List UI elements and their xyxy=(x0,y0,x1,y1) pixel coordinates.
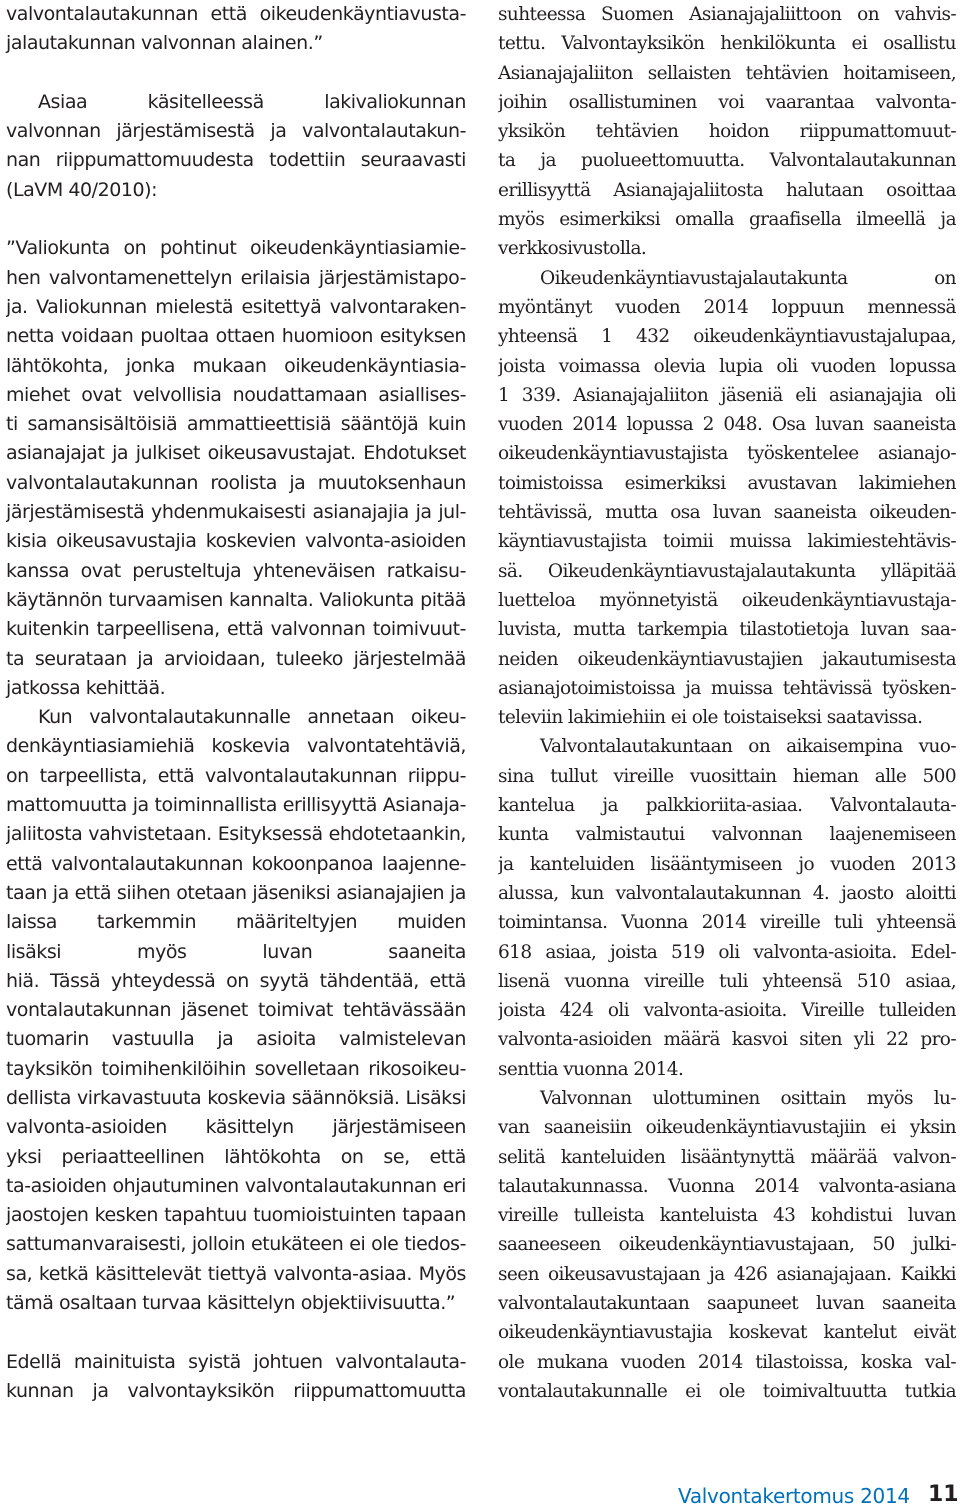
text-line: valvontalautakunnan että oikeudenkäyntiavusta- xyxy=(6,3,466,25)
quote-line: valvontalautakunnan roolista ja muutoksenhaun xyxy=(6,471,466,494)
text-line: kunnan ja valvontayksikön riippumattomuutta xyxy=(6,1379,466,1402)
quote-line: lähtökohta, jonka mukaan oikeudenkäyntiasia- xyxy=(6,354,466,377)
quote-line: hen valvontamenettelyn erilaisia järjestämistapo- xyxy=(6,266,466,289)
quote-line: jatkossa kehittää. xyxy=(6,676,166,699)
quote-line: kuitenkin tarpeellisena, että valvonnan toimivuut- xyxy=(6,618,466,641)
text-line: neiden oikeudenkäyntiavustajien jakautumisesta xyxy=(498,648,956,670)
text-line: jalautakunnan valvonnan alainen.” xyxy=(6,32,323,55)
text-line: luvista, mutta tarkempia tilastotietoja luvan saa- xyxy=(498,619,956,641)
text-line: joihin osallistuminen voi vaarantaa valvonta- xyxy=(498,91,956,113)
quote-line: lisäksi myös luvan saaneita xyxy=(6,940,466,963)
left-column xyxy=(6,0,466,1406)
quote-line: yksi periaatteellinen lähtökohta on se, että xyxy=(6,1145,466,1168)
quote-line: vontalautakunnan jäsenet toimivat tehtävässään xyxy=(6,999,466,1022)
quote-line: tayksikön toimihenkilöihin sovelletaan rikosoikeu- xyxy=(6,1057,466,1080)
quote-line: taan ja että siihen otetaan jäseniksi asianajajien ja xyxy=(6,881,466,904)
text-line: 618 asiaa, joista 519 oli valvonta-asioita. Edel- xyxy=(498,941,956,963)
quote-line: mattomuutta ja toiminnallista erillisyyttä Asianaja- xyxy=(6,794,466,817)
text-line: vireille tulleista kanteluista 43 kohdistui luvan xyxy=(498,1205,956,1227)
text-line: Asiaa käsitelleessä lakivaliokunnan xyxy=(38,90,466,113)
quote-line: ja. Valiokunnan mielestä esitettyä valvontaraken- xyxy=(6,295,466,318)
page-number: 11 xyxy=(928,1482,959,1507)
text-line: sä. Oikeudenkäyntiavustajalautakunta ylläpitää xyxy=(498,560,956,582)
quote-line: tuomarin vastuulla ja asioita valmistelevan xyxy=(6,1028,466,1051)
text-line: valvonnan järjestämisestä ja valvontalautakun- xyxy=(6,120,466,143)
text-line: nan riippumattomuudesta todettiin seuraavasti xyxy=(6,149,466,172)
text-line: luetteloa myönnetyistä oikeudenkäyntiavustaja- xyxy=(498,589,956,611)
quote-line: valvonta-asioiden käsittelyn järjestämiseen xyxy=(6,1116,466,1139)
quote-line: sattumanvaraisesti, jolloin etukäteen ei ole tiedos- xyxy=(6,1233,466,1256)
quote-line: ti samansisältöisiä ammattieettisiä sääntöjä kuin xyxy=(6,413,466,436)
text-line: (LaVM 40/2010): xyxy=(6,178,158,201)
text-line: myös esimerkiksi omalla graafisella ilmeellä ja xyxy=(498,209,956,231)
quote-line: dellista virkavastuuta koskevia säännöksiä. Lisäksi xyxy=(6,1086,466,1109)
quote-line: asianajajat ja julkiset oikeusavustajat. Ehdotukset xyxy=(6,442,466,465)
quote-line: kanssa ovat perusteltuja yhteneväisen ratkaisu- xyxy=(6,559,466,582)
text-line: Oikeudenkäyntiavustajalautakunta on xyxy=(540,267,956,289)
text-line: vontalautakunnalle ei ole toimivaltuutta tutkia xyxy=(498,1380,956,1402)
text-line: yksikön tehtävien hoidon riippumattomuut- xyxy=(498,121,956,143)
text-line: saaneeseen oikeudenkäyntiavustajaan, 50 julki- xyxy=(498,1234,956,1256)
quote-line: denkäyntiasiamiehiä koskevia valvontatehtäviä, xyxy=(6,735,466,758)
right-column xyxy=(498,0,956,1406)
text-line: asianajotoimistoissa ja muissa tehtävissä työsken- xyxy=(498,677,956,699)
quote-line: järjestämisestä yhdenmukaisesti asianajajia ja jul- xyxy=(6,501,466,524)
text-line: valvontalautakuntaan saapuneet luvan saaneita xyxy=(498,1293,956,1315)
quote-line: että valvontalautakunnan kokoonpanoa laajenne- xyxy=(6,852,466,875)
quote-line: netta voidaan puoltaa ottaen huomioon esityksen xyxy=(6,325,466,348)
text-line: vuoden 2014 lopussa 2 048. Osa luvan saaneista xyxy=(498,414,956,436)
text-line: seen oikeusavustajaan ja 426 asianajajaan. Kaikki xyxy=(498,1263,956,1285)
text-line: oikeudenkäyntiavustajia koskevat kantelut eivät xyxy=(498,1322,956,1344)
text-line: tehtävissä, mutta osa luvan saaneista oikeuden- xyxy=(498,502,956,524)
text-line: kantelua ja palkkioriita-asiaa. Valvontalauta- xyxy=(498,795,956,817)
quote-line: sa, ketkä käsittelevät tiettyä valvonta-asiaa. Myös xyxy=(6,1262,466,1285)
quote-line: jaostojen kesken tapahtuu tuomioistuinten tapaan xyxy=(6,1204,466,1227)
text-line: toimistoissa esimerkiksi avustavan lakimiehen xyxy=(498,472,956,494)
text-line: van saaneisiin oikeudenkäyntiavustajiin ei yksin xyxy=(498,1117,956,1139)
text-line: ta ja puolueettomuutta. Valvontalautakunnan xyxy=(498,150,956,172)
text-line: sina tullut vireille vuosittain hieman alle 500 xyxy=(498,765,956,787)
quote-line: hiä. Tässä yhteydessä on syytä tähdentää, että xyxy=(6,969,466,992)
text-line: senttia vuonna 2014. xyxy=(498,1058,684,1080)
text-line: televiin lakimiehiin ei ole toistaiseksi saatavissa. xyxy=(498,707,923,729)
text-line: joista voimassa olevia lupia oli vuoden lopussa xyxy=(498,355,956,377)
text-line: yhteensä 1 432 oikeudenkäyntiavustajalupaa, xyxy=(498,326,956,348)
text-line: selitä kanteluiden lisääntynyttä määrää valvon- xyxy=(498,1146,956,1168)
text-line: kunta valmistautui valvonnan laajenemiseen xyxy=(498,824,956,846)
text-line: joista 424 oli valvonta-asioita. Vireille tulleiden xyxy=(498,1000,956,1022)
text-line: valvonta-asioiden määrä kasvoi siten yli 22 pro- xyxy=(498,1029,956,1051)
text-line: suhteessa Suomen Asianajajaliittoon on vahvis- xyxy=(498,4,956,25)
quote-line: ”Valiokunta on pohtinut oikeudenkäyntiasiamie- xyxy=(6,237,466,260)
quote-line: kisia oikeusavustajia koskevien valvonta-asioiden xyxy=(6,530,466,553)
text-line: lisenä vuonna vireille tuli yhteensä 510 asiaa, xyxy=(498,970,956,992)
quote-line: Kun valvontalautakunnalle annetaan oikeu- xyxy=(38,706,466,729)
text-line: oikeudenkäyntiavustajista työskentelee asianajo- xyxy=(498,443,956,465)
text-line: alussa, kun valvontalautakunnan 4. jaosto aloitti xyxy=(498,882,956,904)
text-line: talautakunnassa. Vuonna 2014 valvonta-asiana xyxy=(498,1175,956,1197)
text-line: Valvontalautakuntaan on aikaisempina vuo- xyxy=(540,736,956,758)
text-line: Asianajajaliiton sellaisten tehtävien hoitamiseen, xyxy=(498,62,956,84)
text-line: tettu. Valvontayksikön henkilökunta ei osallistu xyxy=(498,33,956,55)
text-line: myöntänyt vuoden 2014 loppuun mennessä xyxy=(498,296,956,318)
quote-line: on tarpeellista, että valvontalautakunnan riippu- xyxy=(6,764,466,787)
quote-line: laissa tarkemmin määriteltyjen muiden xyxy=(6,911,466,934)
quote-line: jaliitosta vahvistetaan. Esityksessä ehdotetaankin, xyxy=(6,823,466,846)
publication-title: Valvontakertomus 2014 xyxy=(678,1484,910,1508)
quote-line: käytännön turvaamisen kannalta. Valiokunta pitää xyxy=(6,588,466,611)
text-line: toimintansa. Vuonna 2014 vireille tuli yhteensä xyxy=(498,912,956,934)
quote-line: tämä osaltaan turvaa käsittelyn objektiivisuutta.” xyxy=(6,1292,456,1315)
text-line: erillisyyttä Asianajajaliitosta halutaan osoittaa xyxy=(498,179,956,201)
text-line: verkkosivustolla. xyxy=(498,238,647,260)
text-line: 1 339. Asianajajaliiton jäseniä eli asianajajia oli xyxy=(498,384,956,406)
quote-line: ta seurataan ja arvioidaan, tuleeko järjestelmää xyxy=(6,647,466,670)
text-line: Edellä mainituista syistä johtuen valvontalauta- xyxy=(6,1350,466,1373)
text-line: ole mukana vuoden 2014 tilastoissa, koska val- xyxy=(498,1351,956,1373)
quote-line: miehet ovat velvollisia noudattamaan asiallises- xyxy=(6,383,466,406)
text-line: ja kanteluiden lisääntymiseen jo vuoden 2013 xyxy=(498,853,956,875)
text-line: Valvonnan ulottuminen osittain myös lu- xyxy=(540,1087,956,1109)
text-line: käyntiavustajista toimii muissa lakimiestehtävis- xyxy=(498,531,956,553)
quote-line: ta-asioiden ohjautuminen valvontalautakunnan eri xyxy=(6,1174,466,1197)
